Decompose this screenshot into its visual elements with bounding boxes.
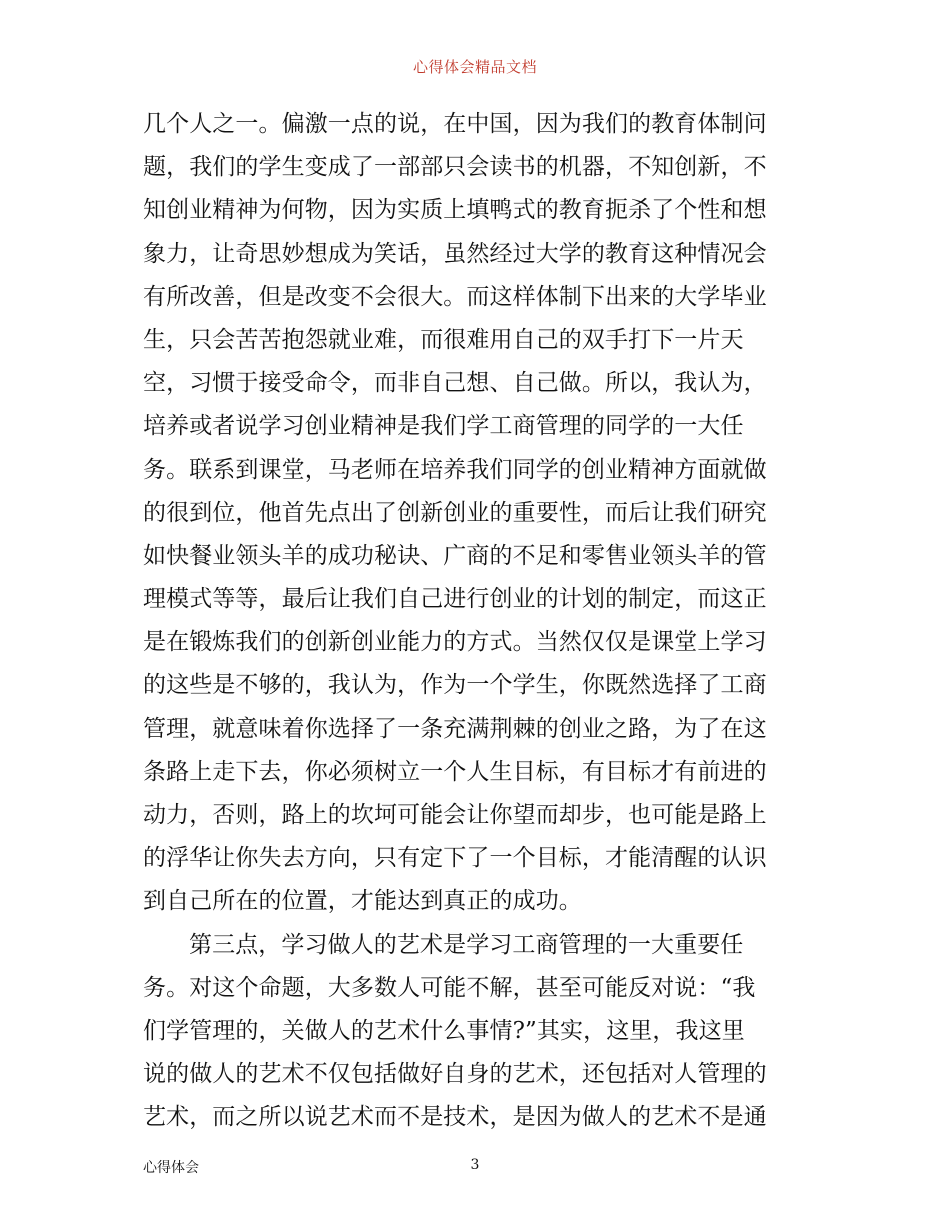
text-line: 们学管理的，关做人的艺术什么事情?”其实，这里，我这里 bbox=[143, 1017, 745, 1044]
text-line: 务。联系到课堂，马老师在培养我们同学的创业精神方面就做 bbox=[143, 456, 767, 483]
page-number: 3 bbox=[470, 1157, 480, 1173]
paragraph-start-line: 第三点，学习做人的艺术是学习工商管理的一大重要任 bbox=[189, 931, 744, 958]
text-line: 到自己所在的位置，才能达到真正的成功。 bbox=[143, 888, 582, 915]
text-line: 知创业精神为何物，因为实质上填鸭式的教育扼杀了个性和想 bbox=[143, 197, 767, 224]
text-line: 动力，否则，路上的坎坷可能会让你望而却步，也可能是路上 bbox=[143, 802, 767, 828]
text-line: 空，习惯于接受命令，而非自己想、自己做。所以，我认为， bbox=[143, 370, 767, 397]
text-line: 象力，让奇思妙想成为笑话，虽然经过大学的教育这种情况会 bbox=[143, 240, 767, 267]
body-text bbox=[143, 103, 811, 1140]
text-line: 的这些是不够的，我认为，作为一个学生，你既然选择了工商 bbox=[143, 672, 767, 699]
text-line: 的很到位，他首先点出了创新创业的重要性，而后让我们研究 bbox=[143, 499, 767, 526]
text-line: 条路上走下去，你必须树立一个人生目标，有目标才有前进的 bbox=[143, 758, 767, 785]
page-header-title: 心得体会精品文档 bbox=[412, 58, 537, 76]
text-line: 艺术，而之所以说艺术而不是技术，是因为做人的艺术不是通 bbox=[143, 1104, 767, 1131]
text-line: 理模式等等，最后让我们自己进行创业的计划的制定，而这正 bbox=[143, 586, 767, 613]
text-line: 有所改善，但是改变不会很大。而这样体制下出来的大学毕业 bbox=[143, 283, 767, 310]
text-line: 几个人之一。偏激一点的说，在中国，因为我们的教育体制问 bbox=[143, 111, 767, 137]
text-line: 题，我们的学生变成了一部部只会读书的机器，不知创新，不 bbox=[143, 154, 767, 181]
text-line: 是在锻炼我们的创新创业能力的方式。当然仅仅是课堂上学习 bbox=[143, 629, 767, 656]
footer-label: 心得体会 bbox=[143, 1160, 199, 1176]
text-line: 说的做人的艺术不仅包括做好自身的艺术，还包括对人管理的 bbox=[143, 1061, 767, 1088]
text-line: 务。对这个命题，大多数人可能不解，甚至可能反对说：“我 bbox=[143, 974, 756, 1001]
text-line: 如快餐业领头羊的成功秘诀、广商的不足和零售业领头羊的管 bbox=[143, 542, 767, 569]
text-line: 生，只会苦苦抱怨就业难，而很难用自己的双手打下一片天 bbox=[143, 326, 744, 353]
text-line: 培养或者说学习创业精神是我们学工商管理的同学的一大任 bbox=[143, 413, 744, 440]
text-line: 的浮华让你失去方向，只有定下了一个目标，才能清醒的认识 bbox=[143, 845, 767, 872]
text-line: 管理，就意味着你选择了一条充满荆棘的创业之路，为了在这 bbox=[143, 715, 767, 742]
